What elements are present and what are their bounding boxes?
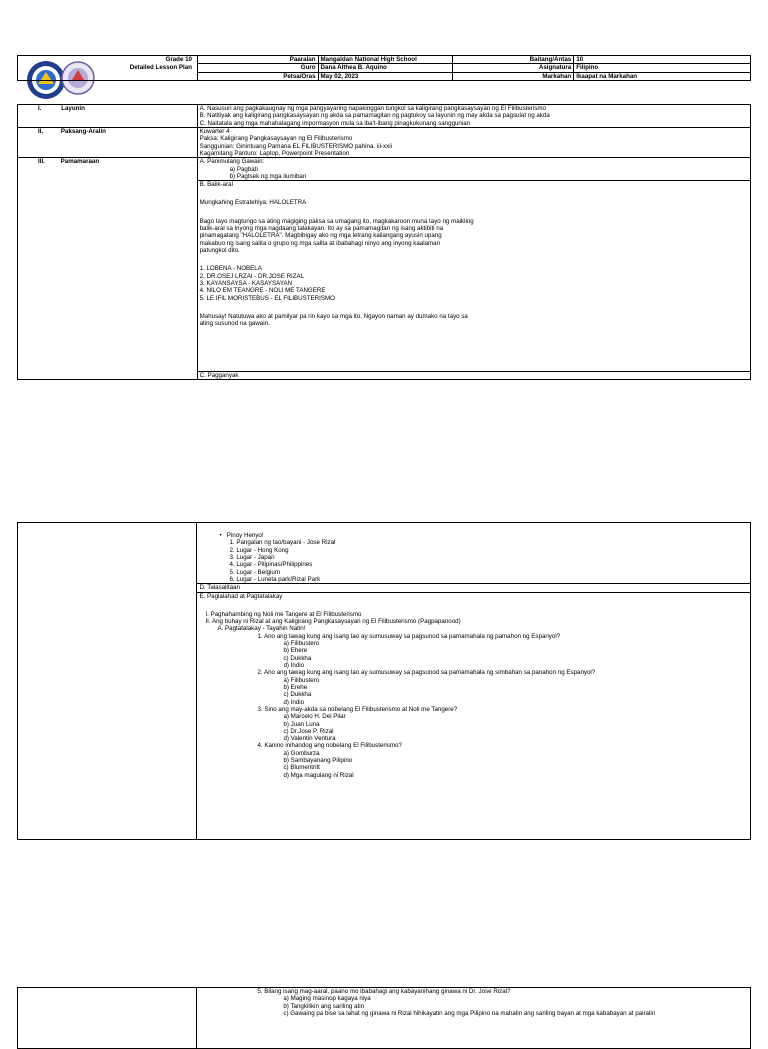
choice: c) Blumentritt	[283, 764, 320, 772]
henyo-item: 5. Lugar - Belgium	[229, 568, 281, 576]
date-label: Petsa/Oras	[197, 72, 318, 80]
bullet-icon: •	[219, 532, 227, 539]
date-value: May 02, 2023	[318, 72, 453, 80]
level-value: 10	[574, 56, 751, 64]
lesson-table-page3	[17, 987, 751, 1049]
choice: b) Ehere	[283, 647, 308, 655]
question: 4. Kanino inihandog ang nobelang El Filibusterismo?	[257, 742, 402, 750]
paglalahad-heading: E. Paglalahad at Pagtatalakay	[199, 592, 283, 600]
choice: d) Indio	[283, 698, 305, 706]
school-name: Mangaldan National High School	[318, 56, 453, 64]
layunin-label-cell	[18, 105, 198, 128]
choice: b) Juan Luna	[283, 720, 320, 728]
page2-label-cell	[18, 523, 197, 840]
strategy-line: Mungkahing Estratehiya: HALOLETRA	[199, 199, 307, 207]
objective-c: C. Naitatala ang mga mahahalagang impormasyon mula sa iba't-ibang pinagkukunang sanggunian	[199, 119, 471, 127]
haloletra-item: 2. DR.OSEJ LRZAI - DR.JOSE RIZAL	[199, 272, 305, 280]
haloletra-item: 4. NILO EM TEANGRE - NOLI ME TANGERE	[199, 287, 326, 295]
choice: d) Indio	[283, 662, 305, 669]
paksa-content	[197, 127, 750, 157]
choice: a) Filibustero	[283, 676, 320, 684]
grade-label: Paaralan	[197, 56, 318, 64]
paragraph-line: Mahusay! Natutuwa ako at pamilyar pa rin kayo sa mga ito. Ngayon naman ay dumako na tayo sa	[199, 312, 468, 320]
lesson-table-page2	[17, 522, 751, 840]
balik-aral-heading: B. Balik-aral	[199, 181, 233, 189]
paragraph-line: makabuo ng isang salita o grupo ng mga salita at ibabahagi ninyo ang inyong kaalaman	[199, 239, 441, 247]
panimula-heading: A. Panimulang Gawain:	[199, 158, 265, 166]
topic-line: Paksa: Kaligirang Pangkasaysayan ng El Filibusterismo	[199, 135, 353, 143]
choice: b) Erehe	[283, 683, 308, 691]
objective-b: B. Natitiyak ang kaligirang pangkasaysayan ng akda sa pamamagitan ng pagtukoy sa layunin ng may akda sa pagsulat ng akda	[199, 112, 550, 120]
choice: c) Dukkha	[283, 654, 312, 662]
paksa-label-cell	[18, 127, 198, 157]
choice: c) Dr.Jose P. Rizal	[283, 727, 334, 735]
section-number: III.	[38, 158, 45, 166]
talasalitaan-content	[197, 584, 751, 592]
choice: a) Filibustero	[283, 640, 320, 648]
section-title: Pamamaraan	[60, 158, 100, 166]
question: 1. Ano ang tawag kung ang isang tao ay sumusuway sa pagsunod sa pamamahala ng pamahon ng Espanyol?	[257, 632, 561, 640]
paglalahad-content	[197, 592, 751, 839]
choice: a) Marcelo H. Del Pilar	[283, 713, 346, 721]
henyo-item: 3. Lugar - Japan	[229, 553, 275, 561]
haloletra-item: 5. LE IFIL MORISTEBUS - EL FILIBUSTERISMO	[199, 294, 335, 302]
pinoy-henyo-heading	[199, 532, 748, 539]
paragraph-line: Bago tayo magtungo sa ating magiging paksa sa umagang ito, magkakaroon muna tayo ng maikling	[199, 217, 474, 225]
henyo-item: 2. Lugar - Hong Kong	[229, 546, 289, 554]
paragraph-line: balik-aral sa inyong mga nagdaang talakayan. Ito ay sa pamamagitan ng isang aktibiti na	[199, 225, 444, 233]
choice: c) Dukkha	[283, 691, 312, 699]
roman-item: I. Paghahambing ng Noli me Tangere at El Filibusterismo	[205, 610, 362, 618]
section-title: Paksang-Aralin	[60, 127, 106, 135]
paragraph-line: patungkol dito.	[199, 247, 240, 254]
section-number: I.	[38, 105, 42, 112]
choice: c) Gawaing pa bise sa lahat ng ginawa ni Rizal hihikayatin ang mga Pilipino na mahalin ang sariling bayan at mga kababayan at pairalin	[283, 1009, 656, 1017]
question: 3. Sino ang may-akda sa nobelang El Filibusterismo at Noli me Tangere?	[257, 705, 458, 713]
pagganyak-content	[197, 372, 750, 380]
paragraph-line: ating susunod na gawain.	[199, 320, 270, 328]
question: 2. Ano ang tawag kung ang isang tao ay sumusuway sa pagsunod sa pamamahala ng simbahan sa panahon ng Espanyol?	[257, 669, 596, 677]
choice: a) Gomburza	[283, 749, 320, 757]
henyo-item: 4. Lugar - Pilipinas/Philippines	[229, 561, 313, 569]
choice: b) Tangkilikin ang sariling atin	[283, 1002, 365, 1010]
section-title: Layunin	[61, 105, 85, 112]
pinoy-henyo-content	[197, 523, 751, 584]
section-number: II.	[38, 127, 44, 135]
plan-text: Detailed Lesson Plan	[129, 63, 192, 71]
roman-item: II. Ang buhay ni Rizal at ang Kaligirang Pangkasaysayan ng El Filibusterismo (Pagpapanood)	[205, 618, 461, 626]
teacher-name: Dana Althea B. Aquino	[318, 64, 453, 72]
question: 5. Bilang isang mag-aaral, paano mo ibabahagi ang kabayanihang ginawa ni Dr. Jose Rizal?	[257, 988, 511, 995]
teacher-label: Guro	[197, 64, 318, 72]
pagganyak-heading: C. Pagganyak	[199, 372, 239, 380]
henyo-item: 6. Lugar - Luneta park/Rizal Park	[229, 575, 321, 583]
quarter-value: Ikaapat na Markahan	[574, 72, 751, 80]
choice: a) Maging masinop kagaya niya	[283, 995, 371, 1003]
objective-a: A. Nasusuri ang pagkakaugnay ng mga pangyayaring napakinggan tungkol sa kaligirang pangkasaysayan ng El Filibusterismo	[199, 105, 546, 112]
panimula-content	[197, 158, 750, 181]
talasalitaan-heading: D. Talasalitaan	[199, 584, 240, 592]
reference-line: Sanggunian: Ginintuang Pamana EL FILIBUSTERISMO pahina. iii-xxii	[199, 142, 392, 150]
list-item: a) Pagbati	[229, 165, 258, 173]
subject-value: Filipino	[574, 64, 751, 72]
henyo-item: 1. Pangalan ng tao/bayani - Jose Rizal	[229, 539, 336, 547]
layunin-content	[197, 105, 750, 128]
choice: d) Mga magulang ni Rizal	[283, 771, 354, 779]
paragraph-line: pinamagatang "HALOLETRA". Magbibigay ako ng mga letrang kailangang ayusin upang	[199, 232, 442, 240]
haloletra-item: 3. KAYANSAYSA - KASAYSAYAN	[199, 279, 293, 287]
quarter-label: Markahan	[453, 72, 574, 80]
subject-label: Asignatura	[453, 64, 574, 72]
grade-title	[100, 56, 192, 72]
page3-content	[197, 988, 751, 1049]
quarter-line: Kuwarter 4	[199, 127, 230, 135]
grade-text: Grade 10	[165, 56, 192, 63]
list-item: b) Pagtsek ng mga liumiban	[229, 172, 307, 180]
tayahin-heading: A. Pagtatalakay - Tayahin Natin!	[217, 625, 306, 633]
choice: b) Sambayanang Pilipino	[283, 757, 353, 765]
balik-aral-content	[197, 181, 750, 372]
pinoy-henyo-text: Pinoy Henyo!	[226, 532, 264, 539]
page3-label-cell	[18, 988, 197, 1049]
materials-line: Kagamitang Panturo: Laptop, Powerpoint Presentation	[199, 149, 350, 157]
lesson-table	[17, 104, 751, 380]
haloletra-item: 1. LOBENA - NOBELA	[199, 265, 262, 273]
pamamaraan-label-cell	[18, 158, 198, 380]
choice: d) Valentin Ventura	[283, 735, 336, 743]
level-label: Baitang/Antas	[453, 56, 574, 64]
